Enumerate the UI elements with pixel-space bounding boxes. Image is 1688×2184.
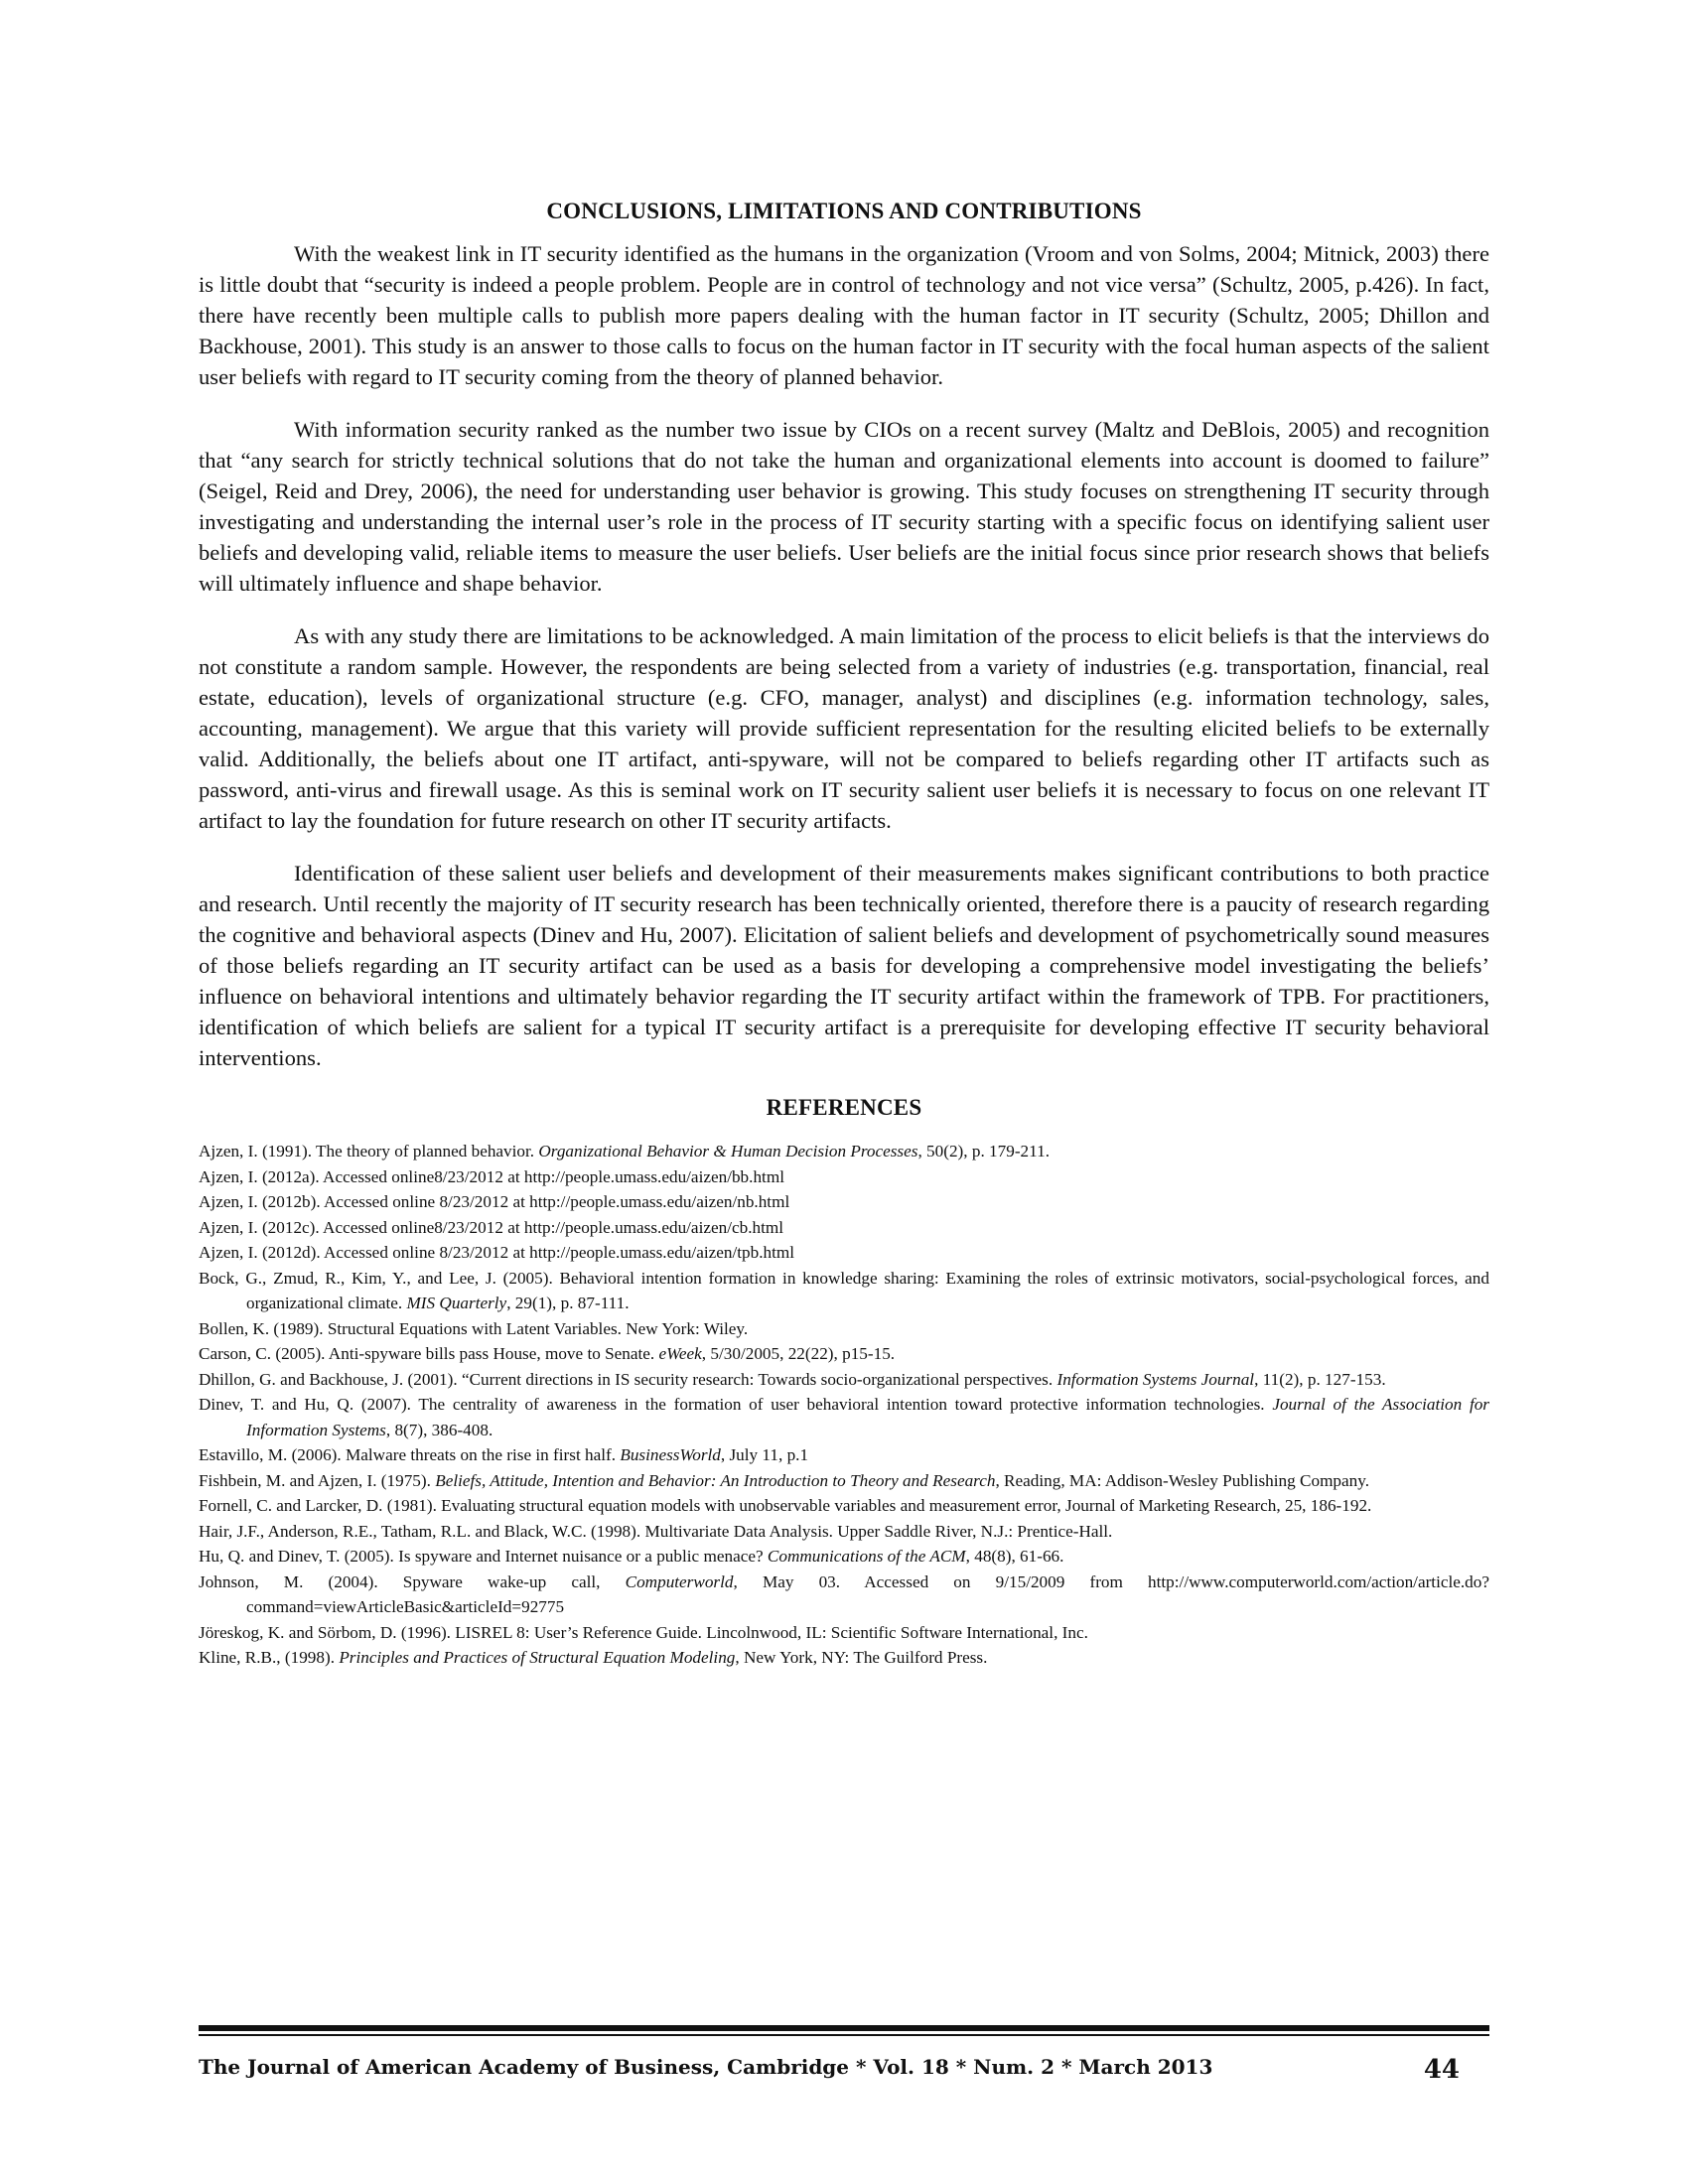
reference-details: , July 11, p.1: [720, 1445, 809, 1464]
reference-entry: [199, 1620, 1489, 1646]
reference-text: Ajzen, I. (2012d). Accessed online 8/23/2012 at http://people.umass.edu/aizen/tpb.html: [199, 1243, 795, 1262]
reference-text: Dhillon, G. and Backhouse, J. (2001). “Current directions in IS security research: Towards socio-organizational perspectives.: [199, 1369, 1057, 1389]
reference-text: Ajzen, I. (2012c). Accessed online8/23/2012 at http://people.umass.edu/aizen/cb.html: [199, 1217, 783, 1237]
reference-text: Johnson, M. (2004). Spyware wake-up call,: [199, 1571, 626, 1591]
reference-entry: [199, 1341, 1489, 1367]
reference-entry: [199, 1493, 1489, 1519]
reference-source-title: Organizational Behavior & Human Decision Processes: [538, 1142, 918, 1160]
reference-source-title: BusinessWorld: [620, 1445, 721, 1464]
reference-details: , New York, NY: The Guilford Press.: [735, 1648, 988, 1667]
reference-entry: [199, 1442, 1489, 1468]
reference-entry: [199, 1139, 1489, 1164]
reference-details: , 29(1), p. 87-111.: [506, 1294, 630, 1312]
conclusions-paragraph: With information security ranked as the number two issue by CIOs on a recent survey (Maltz and DeBlois, 2005) and recognition that “any search for strictly technical solutions that do not take the human and organizational elements into account is doomed to failure” (Seigel, Reid and Drey, 2006), the need for understanding user behavior is growing. This study focuses on strengthening IT security through investigating and understanding the internal user’s role in the process of IT security starting with a specific focus on identifying salient user beliefs and developing valid, reliable items to measure the user beliefs. User beliefs are the initial focus since prior research shows that beliefs will ultimately influence and shape behavior.: [199, 417, 1489, 596]
reference-entry: [199, 1240, 1489, 1266]
reference-details: , May 03. Accessed on 9/15/2009 from http://www.computerworld.com/action/article.do?command=viewArticleBasic&articleId=92775: [246, 1571, 1489, 1616]
reference-entry: [199, 1266, 1489, 1316]
reference-source-title: Beliefs, Attitude, Intention and Behavior: An Introduction to Theory and Research: [435, 1470, 996, 1490]
page-number: 44: [1423, 2055, 1460, 2085]
reference-entry: [199, 1316, 1489, 1342]
contributions-paragraph: Identification of these salient user beliefs and development of their measurements makes significant contributions to both practice and research. Until recently the majority of IT security research has been technically oriented, therefore there is a paucity of research regarding the cognitive and behavioral aspects (Dinev and Hu, 2007). Elicitation of salient beliefs and development of psychometrically sound measures of those beliefs regarding an IT security artifact can be used as a basis for developing a comprehensive model investigating the beliefs’ influence on behavioral intentions and ultimately behavior regarding the IT security artifact within the framework of TPB. For practitioners, identification of which beliefs are salient for a typical IT security artifact is a prerequisite for developing effective IT security behavioral interventions.: [199, 861, 1489, 1070]
reference-source-title: Computerworld: [625, 1571, 734, 1591]
reference-source-title: Journal of the Association for Information Systems: [246, 1395, 1489, 1439]
reference-entry: [199, 1645, 1489, 1671]
reference-text: Kline, R.B., (1998).: [199, 1648, 340, 1667]
reference-text: Bock, G., Zmud, R., Kim, Y., and Lee, J. (2005). Behavioral intention formation in knowledge sharing: Examining the roles of extrinsic motivators, social-psychological forces, and organizational climate.: [199, 1268, 1489, 1312]
reference-text: Hu, Q. and Dinev, T. (2005). Is spyware and Internet nuisance or a public menace?: [199, 1547, 768, 1566]
reference-entry: [199, 1468, 1489, 1494]
reference-details: , 8(7), 386-408.: [385, 1420, 493, 1439]
reference-entry: [199, 1544, 1489, 1570]
journal-citation: The Journal of American Academy of Business, Cambridge * Vol. 18 * Num. 2 * March 2013: [199, 2055, 1213, 2079]
reference-entry: [199, 1392, 1489, 1442]
reference-text: Bollen, K. (1989). Structural Equations with Latent Variables. New York: Wiley.: [199, 1318, 749, 1338]
reference-source-title: Principles and Practices of Structural Equation Modeling: [339, 1648, 736, 1667]
conclusions-paragraph: With the weakest link in IT security identified as the humans in the organization (Vroom and von Solms, 2004; Mitnick, 2003) there is little doubt that “security is indeed a people problem. People are in control of technology and not vice versa” (Schultz, 2005, p.426). In fact, there have recently been multiple calls to publish more papers dealing with the human factor in IT security (Schultz, 2005; Dhillon and Backhouse, 2001). This study is an answer to those calls to focus on the human factor in IT security with the focal human aspects of the salient user beliefs with regard to IT security coming from the theory of planned behavior.: [199, 241, 1489, 389]
reference-entry: [199, 1215, 1489, 1241]
limitations-paragraph: As with any study there are limitations to be acknowledged. A main limitation of the process to elicit beliefs is that the interviews do not constitute a random sample. However, the respondents are being selected from a variety of industries (e.g. transportation, financial, real estate, education), levels of organizational structure (e.g. CFO, manager, analyst) and disciplines (e.g. information technology, sales, accounting, management). We argue that this variety will provide sufficient representation for the resulting elicited beliefs to be externally valid. Additionally, the beliefs about one IT artifact, anti-spyware, will not be compared to beliefs regarding other IT artifacts such as password, anti-virus and firewall usage. As this is seminal work on IT security salient user beliefs it is necessary to focus on one relevant IT artifact to lay the foundation for future research on other IT security artifacts.: [199, 623, 1489, 833]
reference-text: Ajzen, I. (2012a). Accessed online8/23/2012 at http://people.umass.edu/aizen/bb.html: [199, 1166, 784, 1186]
reference-text: Ajzen, I. (1991). The theory of planned behavior.: [199, 1142, 539, 1160]
reference-details: , 5/30/2005, 22(22), p15-15.: [701, 1344, 896, 1363]
footer-rule-thick: [199, 2025, 1489, 2031]
reference-text: Estavillo, M. (2006). Malware threats on the rise in first half.: [199, 1445, 621, 1464]
page-body: [199, 199, 1489, 1671]
conclusions-heading: CONCLUSIONS, LIMITATIONS AND CONTRIBUTIONS: [546, 199, 1142, 223]
reference-source-title: Information Systems Journal: [1056, 1369, 1255, 1389]
reference-entry: [199, 1519, 1489, 1545]
reference-text: Jöreskog, K. and Sörbom, D. (1996). LISREL 8: User’s Reference Guide. Lincolnwood, IL: Scientific Software International, Inc.: [199, 1622, 1088, 1642]
reference-entry: [199, 1189, 1489, 1215]
reference-text: Ajzen, I. (2012b). Accessed online 8/23/2012 at http://people.umass.edu/aizen/nb.html: [199, 1192, 790, 1211]
reference-list: [199, 1139, 1489, 1671]
footer-rule-thin: [199, 2034, 1489, 2036]
reference-text: Dinev, T. and Hu, Q. (2007). The centrality of awareness in the formation of user behavioral intention toward protective information technologies.: [199, 1395, 1273, 1414]
reference-source-title: Communications of the ACM: [767, 1547, 966, 1566]
reference-entry: [199, 1570, 1489, 1620]
reference-text: Carson, C. (2005). Anti-spyware bills pass House, move to Senate.: [199, 1344, 659, 1363]
reference-entry: [199, 1164, 1489, 1190]
reference-details: , 50(2), p. 179-211.: [917, 1142, 1050, 1160]
reference-details: , 48(8), 61-66.: [965, 1547, 1064, 1566]
reference-text: Fornell, C. and Larcker, D. (1981). Evaluating structural equation models with unobservable variables and measurement error, Journal of Marketing Research, 25, 186-192.: [199, 1496, 1372, 1515]
reference-text: Hair, J.F., Anderson, R.E., Tatham, R.L. and Black, W.C. (1998). Multivariate Data Analysis. Upper Saddle River, N.J.: Prentice-Hall.: [199, 1521, 1113, 1541]
reference-details: , 11(2), p. 127-153.: [1254, 1369, 1386, 1389]
reference-source-title: MIS Quarterly: [406, 1294, 507, 1312]
reference-source-title: eWeek: [658, 1344, 702, 1363]
reference-entry: [199, 1367, 1489, 1393]
reference-text: Fishbein, M. and Ajzen, I. (1975).: [199, 1470, 436, 1490]
references-heading: REFERENCES: [766, 1095, 922, 1120]
reference-details: , Reading, MA: Addison-Wesley Publishing Company.: [995, 1470, 1370, 1490]
